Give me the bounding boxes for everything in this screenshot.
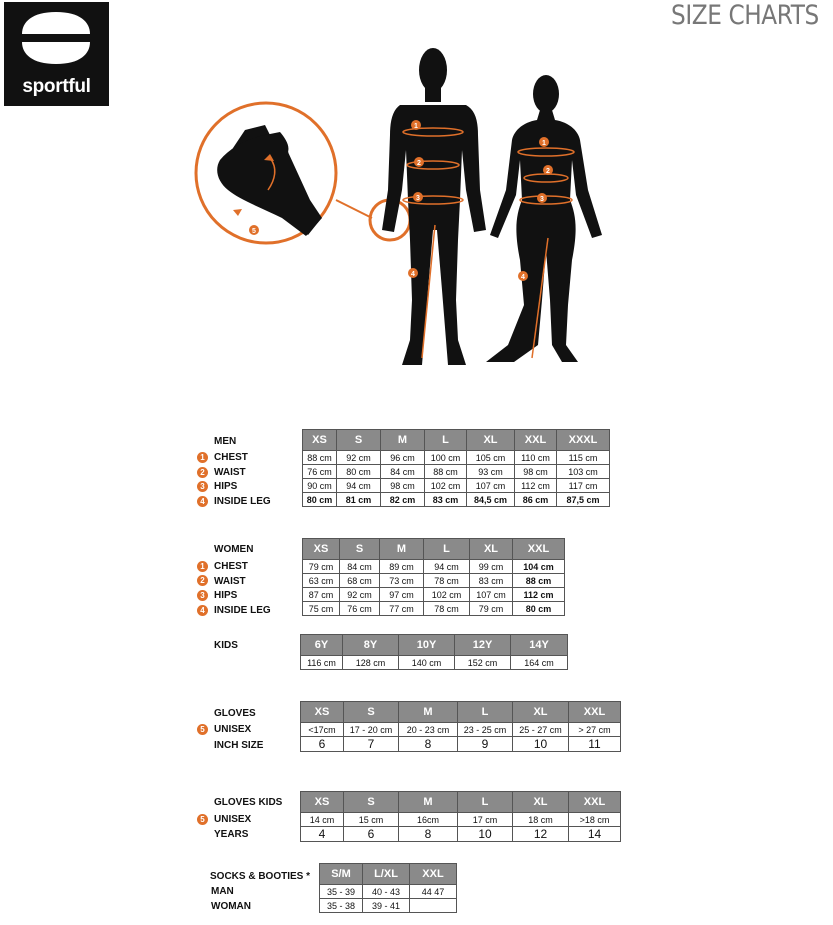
table-cell: 73 cm [380,574,424,588]
table-row [301,656,568,670]
table-cell: 96 cm [381,451,425,465]
size-header: XL [470,539,513,560]
table-cell: 88 cm [513,574,565,588]
size-header: S [337,430,381,451]
women-row-label: WAIST [214,576,246,587]
table-cell: 97 cm [380,588,424,602]
table-cell: 107 cm [467,479,515,493]
size-header: XS [303,539,340,560]
table-row [303,493,610,507]
table-cell: 98 cm [381,479,425,493]
svg-text:4: 4 [411,271,415,278]
table-cell: 6 [301,737,344,752]
women-size-table [302,538,565,616]
table-cell: 112 cm [515,479,557,493]
table-cell: 6 [344,827,399,842]
table-cell: 110 cm [515,451,557,465]
table-cell: 10 [513,737,569,752]
table-cell: 84 cm [340,560,380,574]
table-cell: 11 [569,737,621,752]
table-cell: 81 cm [337,493,381,507]
table-cell: 25 - 27 cm [513,723,569,737]
men-size-table [302,429,610,507]
size-header: XL [513,702,569,723]
size-header: XL [513,792,569,813]
table-cell: 84 cm [381,465,425,479]
table-cell: 93 cm [467,465,515,479]
table-row [303,479,610,493]
marker-4: 4 [197,496,208,507]
size-header: M [381,430,425,451]
gloves-row-label: INCH SIZE [214,740,264,751]
table-cell: 90 cm [303,479,337,493]
table-cell: 102 cm [424,588,470,602]
size-header: XXL [513,539,565,560]
size-header: S [344,702,399,723]
size-header: XL [467,430,515,451]
table-cell: 99 cm [470,560,513,574]
size-header: 6Y [301,635,343,656]
size-header: 8Y [343,635,399,656]
table-row [303,465,610,479]
marker-5: 5 [197,814,208,825]
table-cell: 44 47 [410,885,457,899]
marker-1: 1 [197,561,208,572]
table-cell: 23 - 25 cm [458,723,513,737]
table-cell: 87,5 cm [557,493,610,507]
table-cell: 76 cm [303,465,337,479]
woman-silhouette-icon [486,75,602,362]
svg-text:2: 2 [546,168,550,175]
gloves-kids-size-table [300,791,621,842]
table-cell: 84,5 cm [467,493,515,507]
table-cell: 40 - 43 [363,885,410,899]
table-cell: <17cm [301,723,344,737]
table-cell: 79 cm [470,602,513,616]
table-row [303,560,565,574]
size-header: L/XL [363,864,410,885]
table-cell: 80 cm [303,493,337,507]
size-header: S [344,792,399,813]
glove-detail-icon [196,103,336,243]
women-table-title: WOMEN [214,544,254,555]
marker-3: 3 [197,590,208,601]
table-row [320,899,457,913]
table-cell: 89 cm [380,560,424,574]
gloves-size-table [300,701,621,752]
table-row [303,574,565,588]
table-cell: 78 cm [424,602,470,616]
page-title: SIZE CHARTS [671,0,819,31]
svg-text:1: 1 [414,123,418,130]
socks-row-label: MAN [211,886,234,897]
men-row-label: WAIST [214,467,246,478]
women-row-label: HIPS [214,590,238,601]
table-cell: 17 - 20 cm [344,723,399,737]
table-cell: 94 cm [337,479,381,493]
brand-wordmark: sportful [22,76,91,97]
table-cell: 92 cm [337,451,381,465]
man-silhouette-icon [382,48,486,365]
table-row [301,827,621,842]
svg-text:3: 3 [416,195,420,202]
size-header: XS [303,430,337,451]
table-cell: 18 cm [513,813,569,827]
table-cell: 35 - 39 [320,885,363,899]
table-cell: 76 cm [340,602,380,616]
gloves-table-title: GLOVES [214,708,256,719]
table-cell: 39 - 41 [363,899,410,913]
size-header: L [458,792,513,813]
table-row [303,451,610,465]
table-cell: > 27 cm [569,723,621,737]
table-cell: 10 [458,827,513,842]
size-header: L [425,430,467,451]
table-cell: 80 cm [337,465,381,479]
size-header: XXL [569,792,621,813]
socks-size-table [319,863,457,913]
svg-text:1: 1 [542,140,546,147]
kids-size-table [300,634,568,670]
marker-4: 4 [197,605,208,616]
women-row-label: INSIDE LEG [214,605,271,616]
size-header: M [380,539,424,560]
table-cell: 102 cm [425,479,467,493]
table-cell: 115 cm [557,451,610,465]
table-cell: 86 cm [515,493,557,507]
size-header: XXL [569,702,621,723]
table-cell: 100 cm [425,451,467,465]
table-cell: 15 cm [344,813,399,827]
table-cell: 164 cm [511,656,568,670]
table-row [301,813,621,827]
table-cell: 88 cm [425,465,467,479]
table-cell: 87 cm [303,588,340,602]
sportful-s-emblem-icon [4,2,109,77]
table-cell: 152 cm [455,656,511,670]
table-cell: 20 - 23 cm [399,723,458,737]
table-cell: 88 cm [303,451,337,465]
svg-text:3: 3 [540,196,544,203]
svg-text:5: 5 [252,228,256,235]
table-row [301,737,621,752]
size-header: XXL [515,430,557,451]
size-header: L [458,702,513,723]
table-cell: 103 cm [557,465,610,479]
marker-1: 1 [197,452,208,463]
table-cell: 92 cm [340,588,380,602]
table-cell: 104 cm [513,560,565,574]
socks-table-title: SOCKS & BOOTIES * [210,871,311,882]
table-cell: 77 cm [380,602,424,616]
size-header: S [340,539,380,560]
size-header: L [424,539,470,560]
brand-logo [4,2,109,106]
size-header: XS [301,702,344,723]
table-cell: 83 cm [470,574,513,588]
marker-2: 2 [197,467,208,478]
men-row-label: INSIDE LEG [214,496,271,507]
table-cell: 107 cm [470,588,513,602]
table-cell: 7 [344,737,399,752]
table-cell: 79 cm [303,560,340,574]
marker-5: 5 [197,724,208,735]
marker-2: 2 [197,575,208,586]
table-row [303,588,565,602]
table-cell: >18 cm [569,813,621,827]
table-cell: 140 cm [399,656,455,670]
size-header: 14Y [511,635,568,656]
men-row-label: CHEST [214,452,248,463]
table-cell: 35 - 38 [320,899,363,913]
table-cell: 80 cm [513,602,565,616]
table-cell: 82 cm [381,493,425,507]
body-measurement-figure [190,40,620,370]
table-cell: 105 cm [467,451,515,465]
table-cell: 83 cm [425,493,467,507]
svg-text:2: 2 [417,160,421,167]
table-cell [410,899,457,913]
gloves-kids-table-title: GLOVES KIDS [214,797,283,808]
table-cell: 75 cm [303,602,340,616]
men-table-title: MEN [214,436,237,447]
table-cell: 17 cm [458,813,513,827]
table-cell: 94 cm [424,560,470,574]
table-cell: 63 cm [303,574,340,588]
socks-row-label: WOMAN [211,901,251,912]
table-cell: 98 cm [515,465,557,479]
size-header: M [399,702,458,723]
women-row-label: CHEST [214,561,248,572]
size-header: XXL [410,864,457,885]
marker-3: 3 [197,481,208,492]
gloves-kids-row-label: YEARS [214,829,249,840]
table-cell: 14 [569,827,621,842]
gloves-row-label: UNISEX [214,724,252,735]
size-header: S/M [320,864,363,885]
table-row [303,602,565,616]
table-cell: 112 cm [513,588,565,602]
size-header: XXXL [557,430,610,451]
table-cell: 14 cm [301,813,344,827]
table-row [301,723,621,737]
size-header: M [399,792,458,813]
size-header: XS [301,792,344,813]
size-header: 12Y [455,635,511,656]
table-cell: 9 [458,737,513,752]
table-cell: 16cm [399,813,458,827]
table-cell: 117 cm [557,479,610,493]
svg-text:4: 4 [521,274,525,281]
kids-table-title: KIDS [214,640,238,651]
table-cell: 116 cm [301,656,343,670]
gloves-kids-row-label: UNISEX [214,814,252,825]
table-cell: 12 [513,827,569,842]
table-row [320,885,457,899]
size-header: 10Y [399,635,455,656]
table-cell: 128 cm [343,656,399,670]
table-cell: 78 cm [424,574,470,588]
table-cell: 8 [399,827,458,842]
men-row-label: HIPS [214,481,238,492]
table-cell: 4 [301,827,344,842]
table-cell: 8 [399,737,458,752]
table-cell: 68 cm [340,574,380,588]
